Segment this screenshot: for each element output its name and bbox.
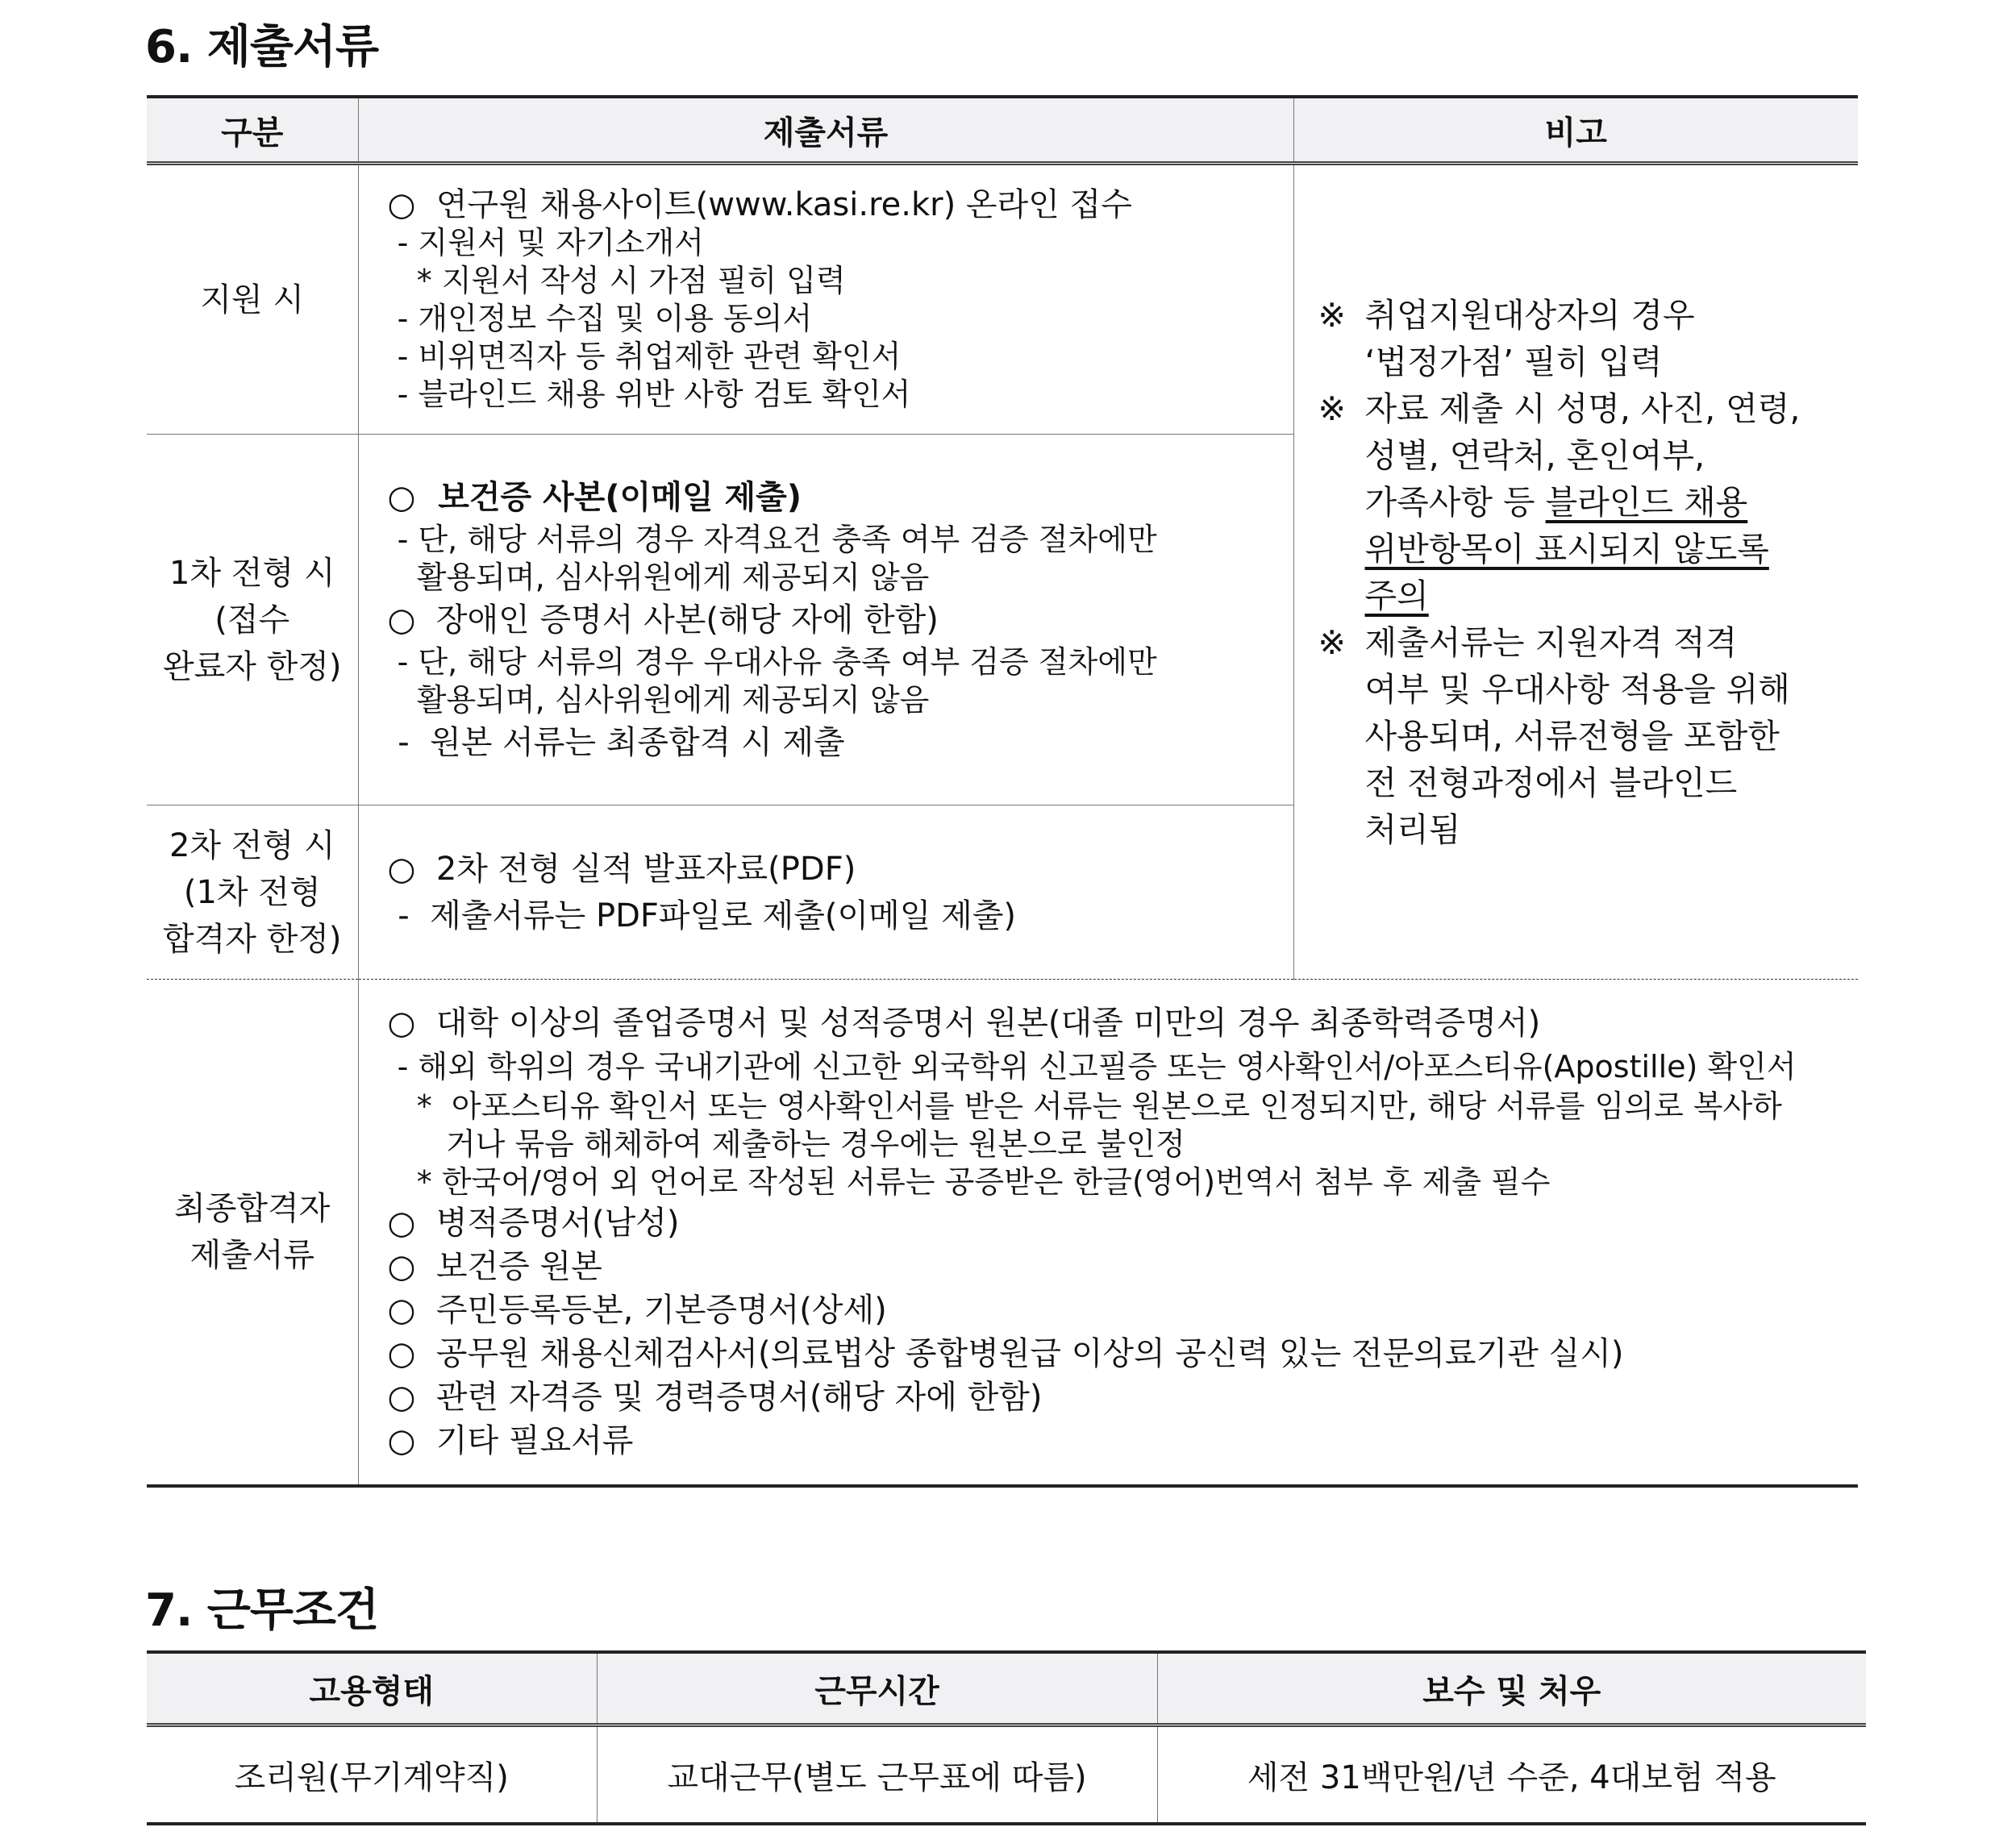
work-conditions-table <box>147 1650 1866 1825</box>
remark-item <box>1318 292 1859 385</box>
category-text: 합격자 한정) <box>162 920 342 958</box>
table-row <box>147 1725 1866 1825</box>
doc-line: - 비위면직자 등 취업제한 관련 확인서 <box>387 338 902 374</box>
remark-item <box>1318 385 1859 619</box>
doc-line: ○ 보건증 사본(이메일 제출) <box>387 478 802 516</box>
doc-line: 거나 묶음 해체하여 제출하는 경우에는 원본으로 불인정 <box>387 1126 1185 1163</box>
remark-item <box>1318 619 1859 853</box>
reference-mark: ※ <box>1318 295 1346 335</box>
category-cell <box>147 435 358 805</box>
documents-cell <box>358 980 1858 1486</box>
doc-line: ○ 연구원 채용사이트(www.kasi.re.kr) 온라인 접수 <box>387 185 1132 223</box>
doc-line: - 단, 해당 서류의 경우 자격요건 충족 여부 검증 절차에만 <box>387 521 1157 557</box>
remark-line: 자료 제출 시 성명, 사진, 연령, <box>1364 389 1801 428</box>
category-cell <box>147 805 358 980</box>
doc-line: 활용되며, 심사위원에게 제공되지 않음 <box>387 681 930 718</box>
reference-mark: ※ <box>1318 622 1346 662</box>
documents-cell <box>358 164 1293 435</box>
reference-mark: ※ <box>1318 389 1346 428</box>
doc-line: ○ 공무원 채용신체검사서(의료법상 종합병원급 이상의 공신력 있는 전문의료기관 실시) <box>387 1335 1624 1373</box>
documents-cell <box>358 805 1293 980</box>
category-cell <box>147 980 358 1486</box>
section-7-title: 7. 근무조건 <box>145 1584 379 1637</box>
remark-line: 사용되며, 서류전형을 포함한 <box>1364 716 1780 755</box>
remark-line: ‘법정가점’ 필히 입력 <box>1364 342 1663 381</box>
remark-line: 제출서류는 지원자격 적격 <box>1364 622 1738 662</box>
employment-type-cell: 조리원(무기계약직) <box>147 1725 597 1825</box>
doc-line: 활용되며, 심사위원에게 제공되지 않음 <box>387 559 930 595</box>
section-6-title: 6. 제출서류 <box>145 21 379 73</box>
pay-cell: 세전 31백만원/년 수준, 4대보험 적용 <box>1157 1725 1866 1825</box>
header-remarks: 비고 <box>1293 97 1858 164</box>
doc-line: ○ 기타 필요서류 <box>387 1422 634 1460</box>
category-text: 최종합격자 <box>174 1189 331 1227</box>
doc-line: ○ 2차 전형 실적 발표자료(PDF) <box>387 850 856 888</box>
remark-line: 여부 및 우대사항 적용을 위해 <box>1364 669 1790 709</box>
remark-line: 처리됨 <box>1364 810 1461 849</box>
header-work-hours: 근무시간 <box>597 1652 1157 1725</box>
doc-line: ○ 주민등록등본, 기본증명서(상세) <box>387 1292 887 1330</box>
remark-line: 가족사항 등 <box>1364 482 1546 522</box>
doc-line: ○ 장애인 증명서 사본(해당 자에 한함) <box>387 601 939 639</box>
doc-line: * 한국어/영어 외 언어로 작성된 서류는 공증받은 한글(영어)번역서 첨부 후 제출 필수 <box>387 1164 1551 1201</box>
documents-table <box>147 95 1858 1488</box>
remark-line: 성별, 연락처, 혼인여부, <box>1364 435 1705 475</box>
doc-line: ○ 관련 자격증 및 경력증명서(해당 자에 한함) <box>387 1379 1043 1417</box>
doc-line: - 해외 학위의 경우 국내기관에 신고한 외국학위 신고필증 또는 영사확인서/아포스티유(Apostille) 확인서 <box>387 1049 1797 1085</box>
doc-line: * 아포스티유 확인서 또는 영사확인서를 받은 서류는 원본으로 인정되지만, 해당 서류를 임의로 복사하 <box>387 1088 1782 1125</box>
documents-table-header <box>147 97 1858 164</box>
category-cell <box>147 164 358 435</box>
doc-line: - 지원서 및 자기소개서 <box>387 224 704 260</box>
category-text: 완료자 한정) <box>162 647 342 685</box>
doc-line: ○ 보건증 원본 <box>387 1248 602 1286</box>
table-row-application <box>147 164 1858 435</box>
doc-line: - 제출서류는 PDF파일로 제출(이메일 제출) <box>387 897 1016 934</box>
documents-cell <box>358 435 1293 805</box>
category-text: (1차 전형 <box>183 873 321 911</box>
remark-underlined-text: 주의 <box>1364 576 1429 615</box>
header-documents: 제출서류 <box>358 97 1293 164</box>
remark-line: 전 전형과정에서 블라인드 <box>1364 763 1738 802</box>
category-text: 2차 전형 시 <box>169 826 335 864</box>
category-text: (접수 <box>214 601 290 639</box>
category-text: 1차 전형 시 <box>169 554 335 592</box>
doc-line: - 개인정보 수집 및 이용 동의서 <box>387 300 813 336</box>
category-text: 제출서류 <box>189 1236 315 1274</box>
work-conditions-header <box>147 1652 1866 1725</box>
doc-line: - 블라인드 채용 위반 사항 검토 확인서 <box>387 376 911 412</box>
header-category: 구분 <box>147 97 358 164</box>
header-pay: 보수 및 처우 <box>1157 1652 1866 1725</box>
doc-line: - 단, 해당 서류의 경우 우대사유 충족 여부 검증 절차에만 <box>387 643 1157 680</box>
doc-line: * 지원서 작성 시 가점 필히 입력 <box>387 262 846 298</box>
doc-line: ○ 대학 이상의 졸업증명서 및 성적증명서 원본(대졸 미만의 경우 최종학력증명서) <box>387 1005 1541 1043</box>
remark-line: 취업지원대상자의 경우 <box>1364 295 1695 335</box>
table-row-final <box>147 980 1858 1486</box>
doc-line: - 원본 서류는 최종합격 시 제출 <box>387 723 845 761</box>
category-text: 지원 시 <box>200 281 305 318</box>
work-hours-cell: 교대근무(별도 근무표에 따름) <box>597 1725 1157 1825</box>
header-employment-type: 고용형태 <box>147 1652 597 1725</box>
remark-underlined-text: 블라인드 채용 <box>1545 482 1748 522</box>
doc-line: ○ 병적증명서(남성) <box>387 1205 680 1242</box>
remarks-cell <box>1293 164 1858 980</box>
remark-underlined-text: 위반항목이 표시되지 않도록 <box>1364 529 1769 568</box>
